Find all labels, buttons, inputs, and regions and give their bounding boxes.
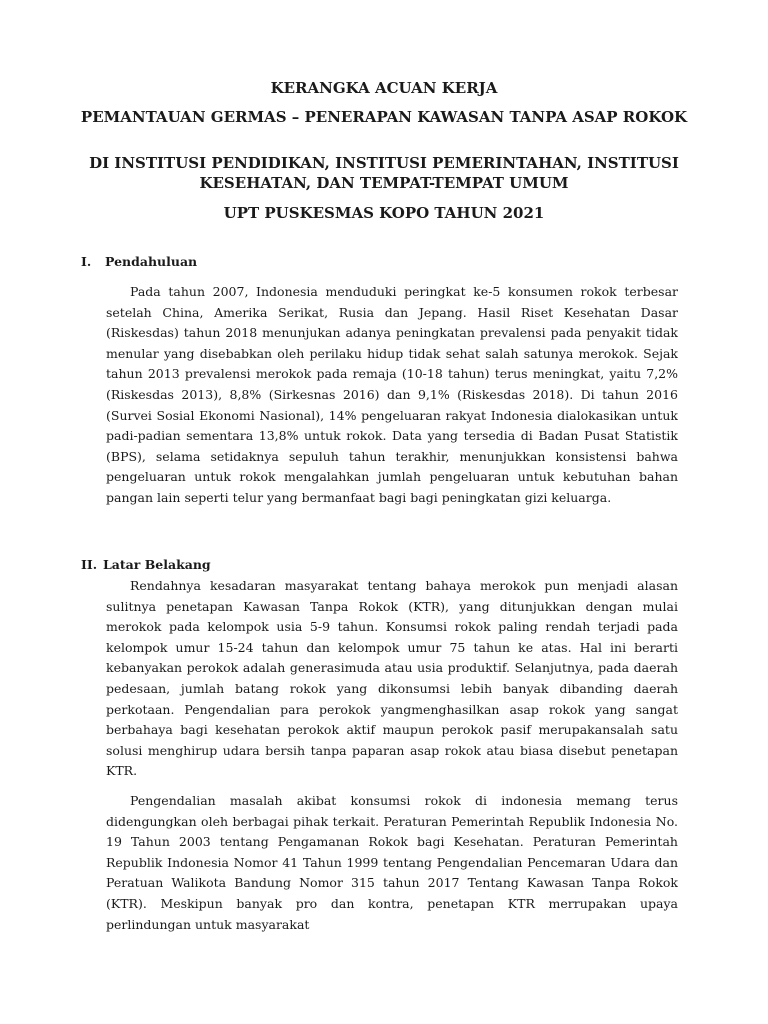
section-heading-pendahuluan [81,253,197,271]
document-subtitle-locations: DI INSTITUSI PENDIDIKAN, INSTITUSI PEMERINTAHAN, INSTITUSI KESEHATAN, DAN TEMPAT-TEMPAT UMUM [89,154,679,192]
paragraph-pendahuluan: Pada tahun 2007, Indonesia menduduki peringkat ke-5 konsumen rokok terbesar setelah China, Amerika Serikat, Rusia dan Jepang. Hasil Riset Kesehatan Dasar (Riskesdas) tahun 2018 menunjukan adanya peningkatan prevalensi pada penyakit tidak menular yang disebabkan oleh perilaku hidup tidak sehat salah satunya merokok. Sejak tahun 2013 prevalensi merokok pada remaja (10-18 tahun) terus meningkat, yaitu 7,2% (Riskesdas 2013), 8,8% (Sirkesnas 2016) dan 9,1% (Riskesdas 2018). Di tahun 2016 (Survei Sosial Ekonomi Nasional), 14% pengeluaran rakyat Indonesia dialokasikan untuk padi-padian sementara 13,8% untuk rokok. Data yang tersedia di Badan Pusat Statistik (BPS), selama setidaknya sepuluh tahun terakhir, menunjukkan konsistensi bahwa pengeluaran untuk rokok mengalahkan jumlah pengeluaran untuk kebutuhan bahan pangan lain seperti telur yang bermanfaat bagi bagi peningkatan gizi keluarga. [106,284,678,505]
document-subtitle-institution: UPT PUSKESMAS KOPO TAHUN 2021 [223,204,545,222]
section-heading-latar-belakang [81,556,211,574]
paragraph-latar-belakang-1: Rendahnya kesadaran masyarakat tentang bahaya merokok pun menjadi alasan sulitnya penetapan Kawasan Tanpa Rokok (KTR), yang ditunjukkan dengan mulai merokok pada kelompok usia 5-9 tahun. Konsumsi rokok paling rendah terjadi pada kelompok umur 15-24 tahun dan kelompok umur 75 tahun ke atas. Hal ini berarti kebanyakan perokok adalah generasimuda atau usia produktif. Selanjutnya, pada daerah pedesaan, jumlah batang rokok yang dikonsumsi lebih banyak dibanding daerah perkotaan. Pengendalian para perokok yangmenghasilkan asap rokok yang sangat berbahaya bagi kesehatan perokok aktif maupun perokok pasif merupakansalah satu solusi menghirup udara bersih tanpa paparan asap rokok atau biasa disebut penetapan KTR. [106,578,678,779]
section-title: Latar Belakang [103,557,211,572]
section-title: Pendahuluan [105,254,198,269]
paragraph-latar-belakang-2: Pengendalian masalah akibat konsumsi rokok di indonesia memang terus didengungkan oleh berbagai pihak terkait. Peraturan Pemerintah Republik Indonesia No. 19 Tahun 2003 tentang Pengamanan Rokok bagi Kesehatan. Peraturan Pemerintah Republik Indonesia Nomor 41 Tahun 1999 tentang Pengendalian Pencemaran Udara dan Peratuan Walikota Bandung Nomor 315 tahun 2017 Tentang Kawasan Tanpa Rokok (KTR). Meskipun banyak pro dan kontra, penetapan KTR merrupakan upaya perlindungan untuk masyarakat [106,793,678,932]
document-title: KERANGKA ACUAN KERJA [270,79,498,97]
section-number: I. [81,254,92,269]
document-subtitle-program: PEMANTAUAN GERMAS – PENERAPAN KAWASAN TANPA ASAP ROKOK [80,108,688,126]
section-number: II. [81,557,98,572]
